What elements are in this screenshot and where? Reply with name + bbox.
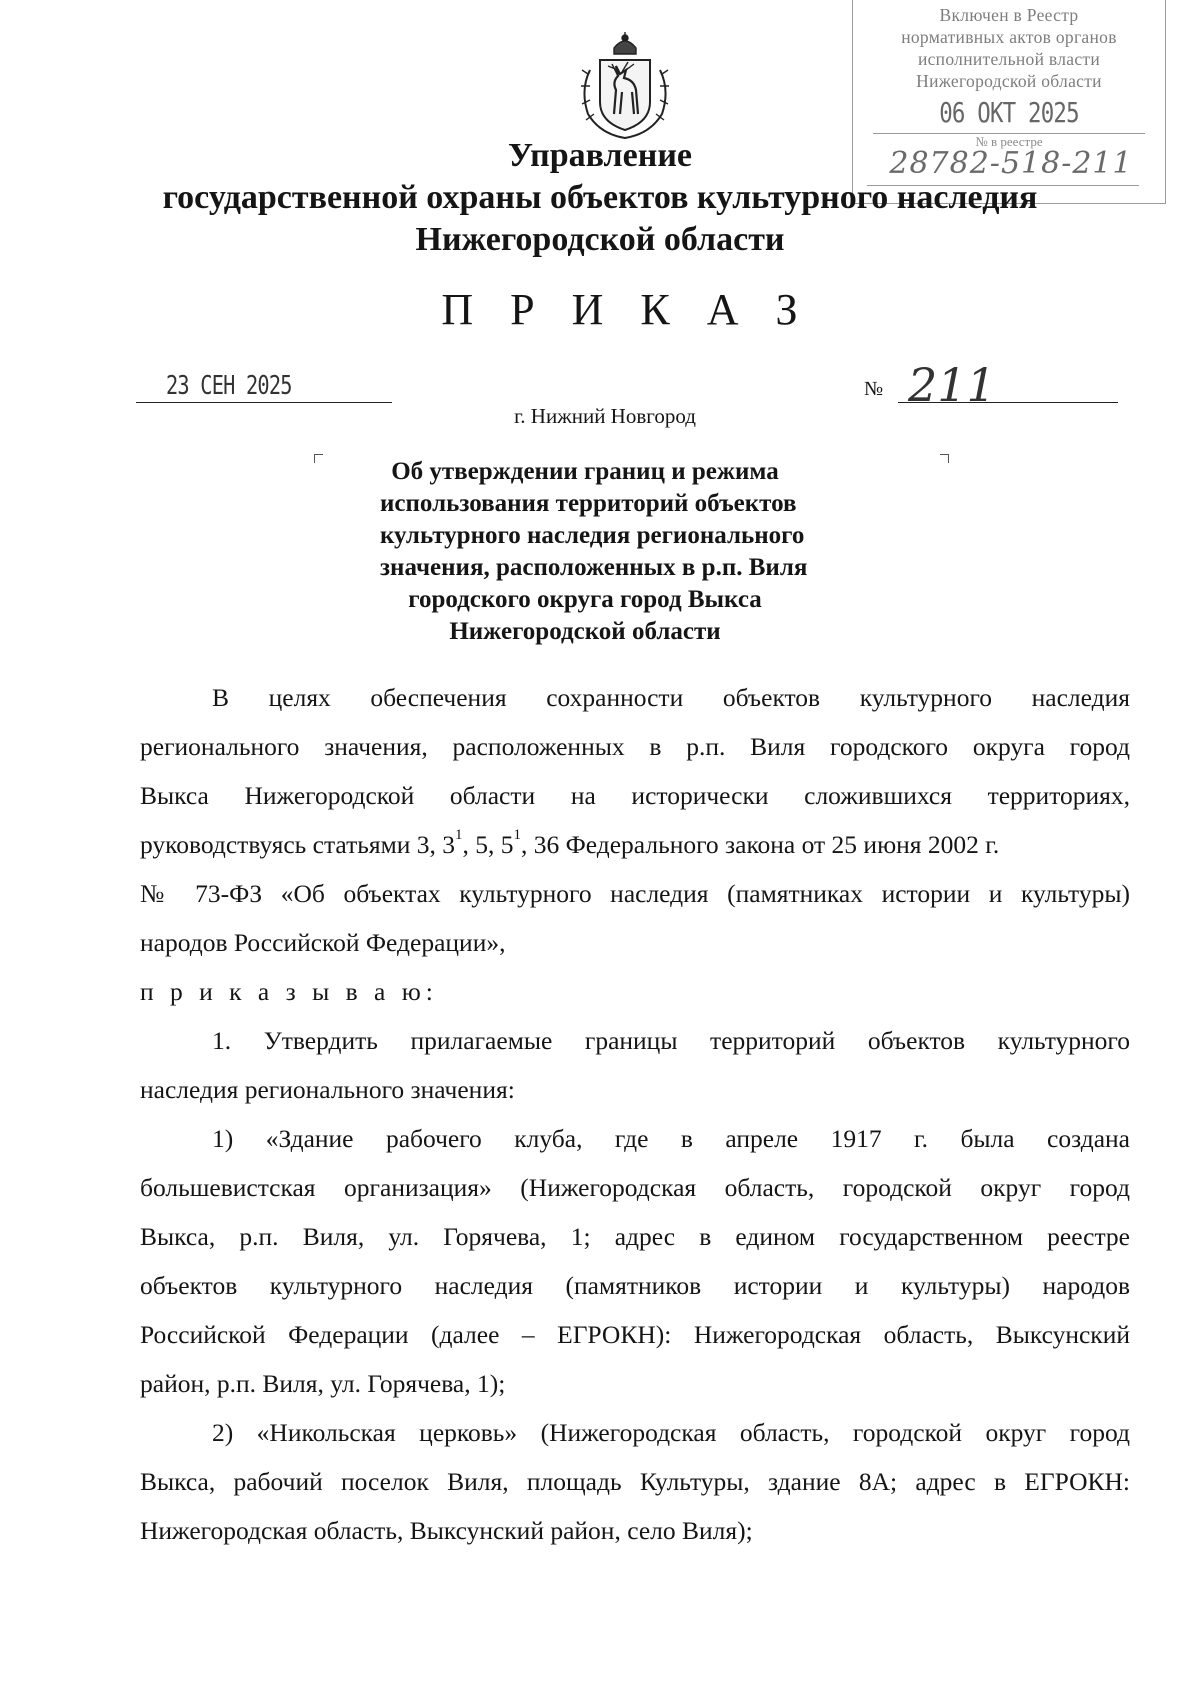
subject-line: культурного наследия регионального bbox=[380, 522, 805, 549]
order-city: г. Нижний Новгород bbox=[514, 404, 696, 428]
body-line: Российской Федерации (далее – ЕГРОКН): Нижегородская область, Выксунский bbox=[140, 1320, 1130, 1349]
body-text: , 36 Федерального закона от 25 июня 2002 г. bbox=[521, 830, 1000, 859]
body-line: 1. Утвердить прилагаемые границы территорий объектов культурного bbox=[212, 1026, 1130, 1055]
body-line: п р и к а з ы в а ю: bbox=[140, 977, 438, 1006]
document-type-title: П Р И К А З bbox=[441, 285, 811, 334]
body-line: большевистская организация» (Нижегородская область, городской округ город bbox=[140, 1173, 1130, 1202]
superscript: 1 bbox=[455, 827, 463, 843]
body-line: Выкса Нижегородской области на исторически сложившихся территориях, bbox=[140, 781, 1130, 810]
authority-region: Нижегородской области bbox=[415, 221, 785, 258]
authority-name: государственной охраны объектов культурного наследия bbox=[162, 179, 1038, 216]
corner-mark bbox=[314, 454, 323, 463]
body-line: район, р.п. Виля, ул. Горячева, 1); bbox=[140, 1369, 506, 1398]
subject-line: использования территорий объектов bbox=[380, 490, 797, 517]
stamp-line: Нижегородской области bbox=[916, 71, 1102, 91]
order-date-field bbox=[136, 368, 392, 403]
stamp-registry-label: № в реестре bbox=[975, 134, 1043, 149]
body-line: 2) «Никольская церковь» (Нижегородская область, городской округ город bbox=[212, 1418, 1130, 1447]
coat-of-arms-icon bbox=[578, 30, 672, 142]
subject-line: Нижегородской области bbox=[449, 618, 721, 645]
corner-mark bbox=[940, 454, 949, 463]
subject-line: значения, расположенных в р.п. Виля bbox=[380, 554, 808, 581]
body-line bbox=[140, 820, 1130, 869]
subject-line: Об утверждении границ и режима bbox=[391, 458, 779, 485]
body-line: объектов культурного наследия (памятников истории и культуры) народов bbox=[140, 1271, 1130, 1300]
stamp-line: Включен в Реестр bbox=[939, 5, 1079, 25]
authority-title: Управление bbox=[507, 137, 692, 174]
subject-line: городского округа город Выкса bbox=[408, 586, 762, 613]
stamp-date: 06 ОКТ 2025 bbox=[939, 96, 1079, 129]
body-line: народов Российской Федерации», bbox=[140, 928, 506, 957]
order-subject bbox=[380, 456, 808, 648]
order-number-field bbox=[898, 358, 1118, 412]
order-number-label: № bbox=[864, 378, 884, 400]
order-date: 23 СЕН 2025 bbox=[166, 371, 292, 401]
body-line: Выкса, рабочий поселок Виля, площадь Культуры, здание 8А; адрес в ЕГРОКН: bbox=[140, 1467, 1130, 1496]
body-line: В целях обеспечения сохранности объектов культурного наследия bbox=[212, 683, 1130, 712]
body-line: регионального значения, расположенных в р.п. Виля городского округа город bbox=[140, 732, 1130, 761]
body-text: , 5, 5 bbox=[462, 830, 514, 859]
stamp-line: исполнительной власти bbox=[917, 49, 1101, 69]
body-line: № 73-ФЗ «Об объектах культурного наследия (памятниках истории и культуры) bbox=[140, 879, 1130, 908]
stamp-line: нормативных актов органов bbox=[901, 27, 1117, 47]
order-body bbox=[140, 673, 1130, 1555]
body-line: Выкса, р.п. Виля, ул. Горячева, 1; адрес в едином государственном реестре bbox=[140, 1222, 1130, 1251]
body-text: руководствуясь статьями 3, 3 bbox=[140, 830, 456, 859]
body-line: наследия регионального значения: bbox=[140, 1075, 515, 1104]
registry-stamp bbox=[852, 0, 1166, 204]
body-line: 1) «Здание рабочего клуба, где в апреле 1917 г. была создана bbox=[212, 1124, 1130, 1153]
stamp-registry-number: 28782-518-211 bbox=[889, 146, 1133, 181]
body-line: Нижегородская область, Выксунский район, село Виля); bbox=[140, 1516, 753, 1545]
order-number: 211 bbox=[908, 358, 996, 412]
superscript: 1 bbox=[513, 827, 522, 843]
